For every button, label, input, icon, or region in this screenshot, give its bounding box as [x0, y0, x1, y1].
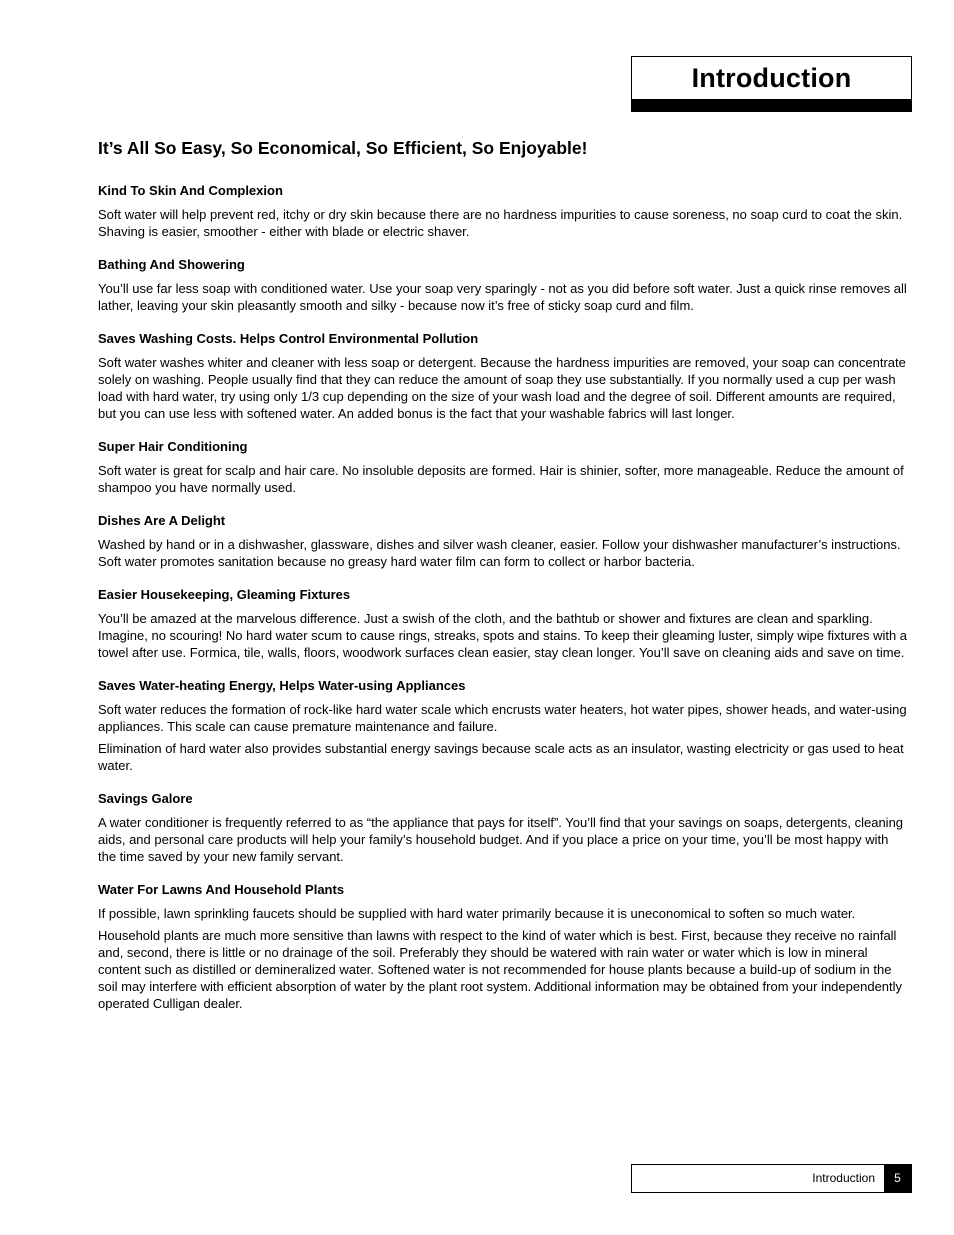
section-heading: Saves Washing Costs. Helps Control Environmental Pollution: [98, 331, 479, 346]
chapter-title: Introduction: [691, 63, 852, 93]
section-heading: Kind To Skin And Complexion: [98, 183, 283, 198]
page-number: 5: [884, 1165, 911, 1192]
section-washing: [98, 331, 908, 422]
page-footer: [631, 1164, 912, 1193]
section-heading: Water For Lawns And Household Plants: [98, 882, 345, 897]
section-paragraph: You’ll be amazed at the marvelous difference. Just a swish of the cloth, and the bathtub or shower and fixtures are clean and sparkling. Imagine, no scouring! No hard water scum to cause rings, streaks, spots and stains. To keep their gleaming luster, simply wipe fixtures with a towel after use. Formica, tile, walls, floors, woodwork surfaces clean easier, stay clean longer. You’ll save on cleaning aids and save on time.: [98, 611, 908, 660]
page-heading: It’s All So Easy, So Economical, So Efficient, So Enjoyable!: [98, 138, 588, 158]
section-paragraph: If possible, lawn sprinkling faucets should be supplied with hard water primarily because it is uneconomical to soften so much water.: [98, 906, 856, 921]
section-savings: [98, 791, 908, 865]
section-paragraph: Soft water is great for scalp and hair care. No insoluble deposits are formed. Hair is shinier, softer, more manageable. Reduce the amount of shampoo you have normally used.: [98, 463, 904, 495]
chapter-header: [631, 56, 912, 112]
page-content: [98, 137, 908, 1029]
section-heading: Savings Galore: [98, 791, 193, 806]
section-skin: [98, 183, 908, 240]
section-paragraph: Soft water will help prevent red, itchy or dry skin because there are no hardness impurities to cause soreness, no soap curd to coat the skin. Shaving is easier, smoother - either with blade or electric shaver.: [98, 207, 903, 239]
section-paragraph: You’ll use far less soap with conditioned water. Use your soap very sparingly - not as you did before soft water. Just a quick rinse removes all lather, leaving your skin pleasantly smooth and silky - because now it’s free of sticky soap curd and film.: [98, 281, 907, 313]
footer-section-label: Introduction: [812, 1171, 875, 1185]
section-paragraph: Washed by hand or in a dishwasher, glassware, dishes and silver wash cleaner, easier. Follow your dishwasher manufacturer’s instructions. Soft water promotes sanitation because no greasy hard water film can form to collect or harbor bacteria.: [98, 537, 901, 569]
section-water-heating: [98, 678, 908, 774]
section-paragraph: Elimination of hard water also provides substantial energy savings because scale acts as an insulator, wasting electricity or gas used to heat water.: [98, 741, 904, 773]
section-paragraph: Soft water reduces the formation of rock-like hard water scale which encrusts water heaters, hot water pipes, shower heads, and water-using appliances. This scale can cause premature maintenance and failure.: [98, 702, 907, 734]
section-heading: Saves Water-heating Energy, Helps Water-using Appliances: [98, 678, 466, 693]
section-housekeeping: [98, 587, 908, 661]
section-lawns-plants: [98, 882, 908, 1012]
section-paragraph: A water conditioner is frequently referred to as “the appliance that pays for itself”. You’ll find that your savings on soaps, detergents, cleaning aids, and personal care products will help your family’s household budget. And if you place a price on your time, you’ll be most happy with the time saved by your new family servant.: [98, 815, 904, 864]
section-paragraph: Household plants are much more sensitive than lawns with respect to the kind of water which is best. First, because they receive no rainfall and, second, there is little or no drainage of the soil. Preferably they should be watered with rain water or water which is low in mineral content such as distilled or demineralized water. Softened water is not recommended for house plants because a build-up of sodium in the soil may interfere with efficient absorption of water by the plant root system. Additional information may be obtained from your independently operated Culligan dealer.: [98, 928, 903, 1011]
section-heading: Super Hair Conditioning: [98, 439, 248, 454]
section-bathing: [98, 257, 908, 314]
section-dishes: [98, 513, 908, 570]
section-heading: Bathing And Showering: [98, 257, 245, 272]
section-heading: Dishes Are A Delight: [98, 513, 226, 528]
section-hair: [98, 439, 908, 496]
section-heading: Easier Housekeeping, Gleaming Fixtures: [98, 587, 351, 602]
section-paragraph: Soft water washes whiter and cleaner with less soap or detergent. Because the hardness impurities are removed, your soap can concentrate solely on washing. People usually find that they can reduce the amount of soap they use substantially. If you normally used a cup per wash load with hard water, try using only 1/3 cup depending on the size of your wash load and the degree of soil. Different amounts are required, but you can use less with softened water. An added bonus is the fact that your washable fabrics will last longer.: [98, 355, 906, 421]
